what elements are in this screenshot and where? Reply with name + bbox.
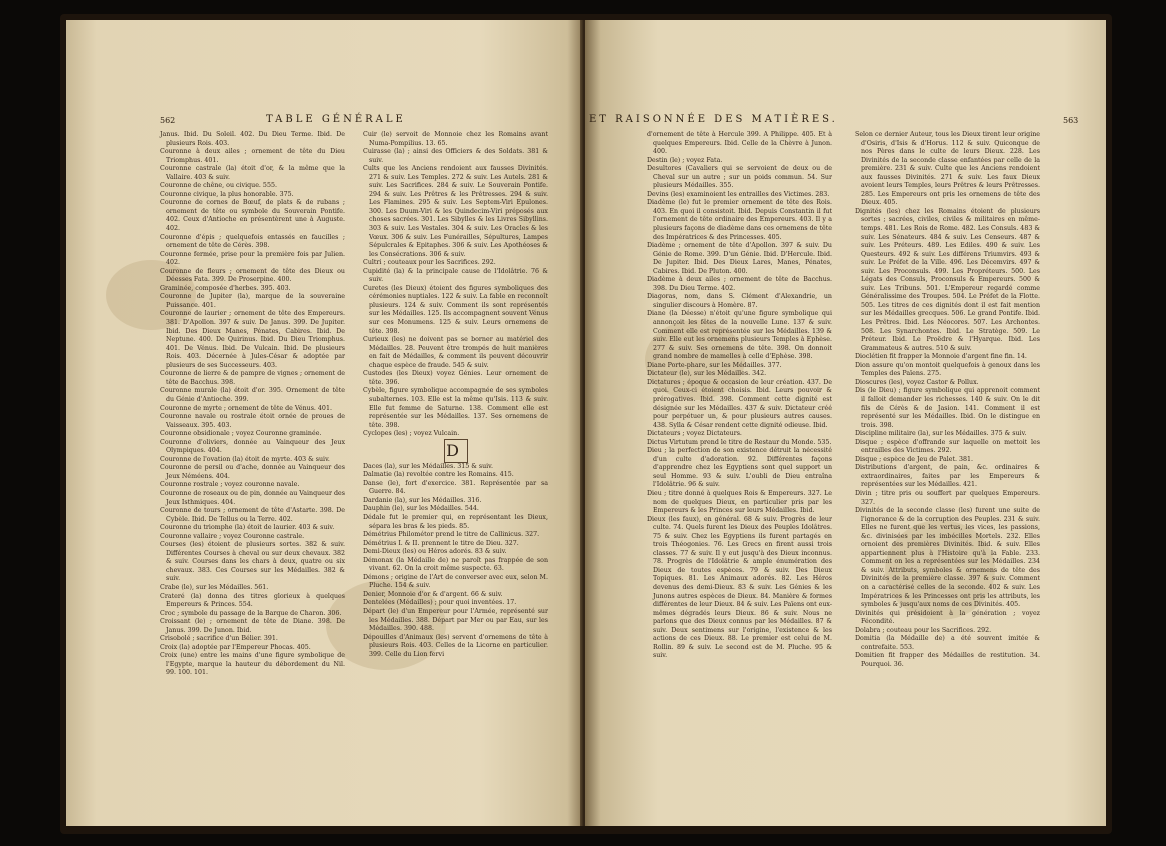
- index-entry: Démons ; origine de l'Art de converser avec eux, selon M. Pluche. 154 & suiv.: [363, 573, 548, 590]
- index-entry: Dalmatie (la) revoltée contre les Romains. 415.: [363, 471, 514, 479]
- index-entry: Couronne à deux ailes ; ornement de tête du Dieu Triomphus. 401.: [160, 148, 345, 164]
- index-entry: Croc ; symbole du passage de la Barque de Charon. 306.: [160, 609, 342, 617]
- index-entry: Cultri ; couteaux pour les Sacrifices. 292.: [363, 259, 496, 267]
- open-book: [60, 14, 1112, 834]
- index-entry: Janus. Ibid. Du Soleil. 402. Du Dieu Terme. Ibid. De plusieurs Rois. 403.: [160, 131, 345, 147]
- index-entry: Couronne vallaire ; voyez Couronne castrale.: [160, 532, 305, 540]
- index-entry: Dis (le Dieu) ; figure symbolique qui apprenoit comment il falloit demander les richesses. 140 & suiv. On le dit fils de Cérès & de Jasion. 141. Comment il est représenté sur les Médailles. Ibid. On le distingue en trois. 398.: [855, 387, 1040, 429]
- index-entry: Disque ; espèce de Jeu de Palet. 381.: [855, 455, 974, 463]
- index-entry: Couronne castrale (la) étoit d'or, & la même que la Vallaire. 403 & suiv.: [160, 165, 345, 181]
- index-entry: Desultores (Cavaliers qui se servoient de deux ou de Cheval sur un autre ; sur un poids commun. 54. Sur plusieurs Médailles. 355.: [647, 165, 832, 190]
- index-entry: Dictatures ; époque & occasion de leur création. 437. De quoi. Ceux-ci étoient choisis. Ibid. Leurs pouvoir & prérogatives. Ibid. 398. Comment cette dignité est désignée sur les Médailles. 437 & suiv. Dictateur créé pour perpétuer un, & pour plusieurs autres causes. 438. Sylla & César rendent cette dignité odieuse. Ibid.: [647, 378, 832, 429]
- index-entry: Custodes (les Dieux) voyez Génies. Leur ornement de tête. 396.: [363, 370, 548, 386]
- index-column: [647, 131, 832, 661]
- index-entry: Curieux (les) ne doivent pas se borner au matériel des Médailles. 28. Peuvent être trompés de huit manières en fait de Médailles, & comment ils peuvent découvrir chaque espèce de fraude. 545 & suiv.: [363, 336, 548, 369]
- index-entry: Croissant (le) ; ornement de tête de Diane. 398. De Janus. 399. De Junon. Ibid.: [160, 618, 345, 634]
- index-entry: Dictus Virtutum prend le titre de Restaur du Monde. 535.: [647, 438, 832, 446]
- index-entry: Graminée, composée d'herbes. 395. 403.: [160, 284, 291, 292]
- index-entry: Croix (une) entre les mains d'une figure symbolique de l'Egypte, marque la hauteur du débordement du Nil. 99. 100. 101.: [160, 652, 345, 677]
- index-entry: Diadème ; ornement de tête d'Apollon. 397 & suiv. Du Génie de Rome. 399. D'un Génie. Ibid. D'Hercule. Ibid. De Jupiter. Ibid. Des Dieux Lares, Manes, Pénates, Cabires. Ibid. De Pluton. 400.: [647, 242, 832, 275]
- index-entry: Daces (la), sur les Médailles. 315 & suiv.: [363, 462, 493, 470]
- index-entry: Couronne obsidionale ; voyez Couronne graminée.: [160, 430, 322, 438]
- index-entry: Diadème à deux ailes ; ornement de tête de Bacchus. 398. Du Dieu Terme. 402.: [647, 276, 832, 292]
- index-entry: Couronne de l'ovation (la) étoit de myrte. 403 & suiv.: [160, 455, 330, 463]
- index-entry: Couronne navale ou rostrale étoit ornée de proues de Vaisseaux. 395. 403.: [160, 413, 345, 429]
- index-entry: Dictateurs ; voyez Dictateurs.: [647, 430, 742, 438]
- index-entry: Cults que les Anciens rendoient aux fausses Divinités. 271 & suiv. Les Temples. 272 & suiv. Les Autels. 281 & suiv. Les Sacrifices. 284 & suiv. Le Souverain Pontife. 294 & suiv. Les Prêtres & les Prêtresses. 294 & suiv. Les Flamines. 295 & suiv. Les Septem-Viri Epulones. 300. Les Duum-Viri & les Quindecim-Viri préposés aux choses sacrées. 301. Les Sibylles & les Livres Sibyllins. 303 & suiv. Les Vestales. 304 & suiv. Les Oracles & les Vœux. 306 & suiv. Les Funérailles, Sépultures, Lampes Sépulcrales & Epitaphes. 306 & suiv. Les Apothéoses & les Consécrations. 306 & suiv.: [363, 165, 548, 258]
- index-entry: Couronne fermée, prise pour la première fois par Julien. 402.: [160, 250, 345, 267]
- index-entry: Couronne de laurier ; ornement de tête des Empereurs. 381. D'Apollon. 397 & suiv. De Janus. 399. De Jupiter. Ibid. Des Dieux Manes, Pénates, Cabires. Ibid. De Neptune. 400. De Quirinus. Ibid. Du Dieu Triomphus. 401. De Vénus. Ibid. De Vulcain. Ibid. De plusieurs Rois. 403. Décernée à Jules-César & adoptée par plusieurs de ses Successeurs. 403.: [160, 310, 345, 369]
- index-entry: Dentelées (Médailles) ; pour quoi inventées. 17.: [363, 599, 517, 607]
- index-entry: Dioscures (les), voyez Castor & Pollux.: [855, 378, 979, 386]
- running-head: ET RAISONNÉE DES MATIÈRES.: [589, 114, 838, 125]
- index-entry: Couronne d'épis ; quelquefois entassés en faucilles ; ornement de tête de Cérès. 398.: [160, 233, 345, 250]
- index-entry: Divinités qui présidoient à la génération ; voyez Fécondité.: [855, 609, 1040, 626]
- index-entry: Cuir (le) servoit de Monnoie chez les Romains avant Numa-Pompilius. 13. 65.: [363, 131, 548, 147]
- index-entry: Dépouilles d'Animaux (les) servent d'ornemens de tête à plusieurs Rois. 403. Celles de la Licorne en particulier. 399. Celle du Lion fervi: [363, 633, 548, 658]
- index-entry: Discipline militaire (la), sur les Médailles. 375 & suiv.: [855, 430, 1027, 438]
- index-entry: Couronne de tours ; ornement de tête d'Astarte. 398. De Cybèle. Ibid. De Tellus ou la Terre. 402.: [160, 507, 345, 523]
- index-entry: Couronne de persil ou d'ache, donnée au Vainqueur des Jeux Néméens. 404.: [160, 464, 345, 480]
- index-entry: Devins (les) examinoient les entrailles des Victimes. 283.: [647, 190, 830, 198]
- index-entry: Dédale fut le premier qui, en représentant les Dieux, sépara les bras & les pieds. 85.: [363, 513, 548, 530]
- index-entry: Divin ; titre pris ou souffert par quelques Empereurs. 327.: [855, 489, 1040, 506]
- index-entry: Dictateur (le), sur les Médailles. 342.: [647, 370, 767, 378]
- index-column: [855, 131, 1040, 669]
- right-page: [585, 20, 1106, 826]
- index-entry: Diadème (le) fut le premier ornement de tête des Rois. 403. En quoi il consistoit. Ibid. Depuis Constantin il fut l'ornement de tête ordinaire des Empereurs. 403. Il y a plusieurs façons de diadème dans ces ornemens de tête des Impératrices & des Princesses. 405.: [647, 199, 832, 241]
- section-letter-box: D: [444, 439, 468, 463]
- index-entry: Démétrius Philométor prend le titre de Callinicus. 327.: [363, 531, 540, 539]
- page-number: 563: [1063, 116, 1079, 125]
- index-entry: Dieu ; la perfection de son existence détruit la nécessité d'un culte d'adoration. 92. Différentes façons d'apprendre chez les Egyptiens sont quel support un seul Homme. 93 & suiv. L'oubli de Dieu entraîna l'Idolâtrie. 96 & suiv.: [647, 447, 832, 489]
- index-entry: Démonax (la Médaille de) ne paroît pas frappée de son vivant. 62. On la croit même suspecte. 63.: [363, 556, 548, 573]
- index-entry: Couronne murale (la) étoit d'or. 395. Ornement de tête du Génie d'Antioche. 399.: [160, 387, 345, 403]
- running-head: TABLE GÉNÉRALE: [266, 114, 406, 125]
- index-entry: Dolabra ; couteau pour les Sacrifices. 292.: [855, 626, 992, 634]
- index-entry: Domitien fit frapper des Médailles de restitution. 34. Pourquoi. 36.: [855, 652, 1040, 668]
- index-entry: Cybèle, figure symbolique accompagnée de ses symboles subalternes. 103. Elle est la même qu'Isis. 113 & suiv. Elle fut femme de Saturne. 138. Comment elle est représentée sur les Médailles. 137. Ses ornemens de tête. 398.: [363, 387, 548, 429]
- index-entry: Couronne de cornes de Bœuf, de plats & de rubans ; ornement de tête ou symbole du Souverain Pontife. 402. Ceux d'Antioche en présentèrent une à Auguste. 402.: [160, 199, 345, 233]
- index-entry: Couronne de fleurs ; ornement de tête des Dieux ou Déesses Fata. 399. De Proserpine. 400.: [160, 267, 345, 284]
- index-entry: Selon ce dernier Auteur, tous les Dieux tirent leur origine d'Osiris, d'Isis & d'Horus. 112 & suiv. Quiconque de nos Pères dans le culte de leurs Dieux. 228. Les Divinités de la seconde classe enfantées par celle de la première. 231 & suiv. Culte que les Anciens rendoient aux fausses Divinités. 271 & suiv. Les faux Dieux avoient leurs Temples, leurs Prêtres & leurs Prêtresses. 285. Les Empereurs ont pris les ornemens de tête des Dieux. 405.: [855, 131, 1040, 207]
- index-entry: Diane Porte-phare, sur les Médailles. 377.: [647, 361, 782, 369]
- index-entry: Destin (le) ; voyez Fata.: [647, 156, 723, 164]
- index-entry: Crateré (la) donna des titres glorieux à quelques Empereurs & Princes. 554.: [160, 592, 345, 609]
- page-number: 562: [160, 116, 176, 125]
- index-entry: Crabe (le), sur les Médailles. 561.: [160, 583, 269, 591]
- index-entry: Dioclétien fit frapper la Monnoie d'argent fine fin. 14.: [855, 353, 1027, 361]
- index-entry: Couronne d'oliviers, donnée au Vainqueur des Jeux Olympiques. 404.: [160, 438, 345, 455]
- index-entry: Cuirasse (la) ; ainsi des Officiers & des Soldats. 381 & suiv.: [363, 148, 548, 164]
- index-entry: Couronne de Jupiter (la), marque de la souveraine Puissance. 401.: [160, 293, 345, 309]
- index-entry: Cupidité (la) & la principale cause de l'Idolâtrie. 76 & suiv.: [363, 267, 548, 284]
- index-entry: Couronne de chêne, ou civique. 555.: [160, 182, 277, 190]
- index-entry: Domitia (la Médaille de) a été souvent imitée & contrefaite. 553.: [855, 635, 1040, 651]
- index-column: [160, 131, 345, 678]
- index-entry: Démétrius I. & II. prennent le titre de Dieu. 327.: [363, 539, 519, 547]
- index-column: [363, 131, 548, 659]
- index-entry: Divinités de la seconde classe (les) furent une suite de l'ignorance & de la corruption des Peuples. 231 & suiv. Elles ne furent que les vertus, les vices, les passions, &c. divinisées par les imbécilles Mortels. 232. Elles ornoient des premières Divinités. Ibid. & suiv. Elles appartiennent plus à l'Histoire qu'à la Fable. 233. Comment on les a représentées sur les Médailles. 234 & suiv. Attributs, symboles & ornemens de tête des Divinités de la première classe. 397 & suiv. Comment on a caractérisé celles de la seconde. 402 & suiv. Les Impératrices & les Princesses ont pris les attributs, les symboles & jusqu'aux noms de ces Divinités. 405.: [855, 507, 1040, 609]
- left-page: [66, 20, 583, 826]
- section-letter: [363, 439, 548, 463]
- index-entry: Dieu ; titre donné à quelques Rois & Empereurs. 327. Le nom de quelques Dieux, en particulier pris par les Empereurs & les Princes sur leurs Médailles. Ibid.: [647, 489, 832, 515]
- index-entry: Denier, Monnoie d'or & d'argent. 66 & suiv.: [363, 590, 503, 598]
- index-entry: Croix (la) adoptée par l'Empereur Phocas. 405.: [160, 643, 311, 651]
- index-entry: Distributions d'argent, de pain, &c. ordinaires & extraordinaires, faites par les Empereurs & représentées sur les Médailles. 421.: [855, 464, 1040, 489]
- index-entry: Couronne civique, la plus honorable. 375.: [160, 190, 294, 198]
- index-entry: Crisobolé ; sacrifice d'un Bélier. 391.: [160, 635, 278, 643]
- index-entry: Danse (le), fort d'exercice. 381. Représentée par sa Guerre. 84.: [363, 479, 548, 496]
- index-entry: d'ornement de tête à Hercule 399. A Philippe. 405. Et à quelques Empereurs. Ibid. Celle de la Chèvre à Junon. 400.: [647, 131, 832, 156]
- index-entry: Disque ; espèce d'offrande sur laquelle on mettoit les entrailles des Victimes. 292.: [855, 438, 1040, 455]
- index-entry: Départ (le) d'un Empereur pour l'Armée, représenté sur les Médailles. 388. Départ par Mer ou par Eau, sur les Médailles. 390. 488.: [363, 607, 548, 633]
- index-entry: Courses (les) étoient de plusieurs sortes. 382 & suiv. Différentes Courses à cheval ou sur deux chevaux. 382 & suiv. Courses dans les chars à deux, quatre ou six chevaux. 383. Ces Courses sur les Médailles. 382 & suiv.: [160, 541, 345, 583]
- index-entry: Cyclopes (les) ; voyez Vulcain.: [363, 430, 460, 438]
- index-entry: Diane (la Déesse) n'étoit qu'une figure symbolique qui annonçoit les fêtes de la nouvelle Lune. 137 & suiv. Comment elle est représentée sur les Médailles. 139 & suiv. Elle eut les ornemens plusieurs Temples à Ephèse. 277 & suiv. Ses ornemens de tête. 398. On donnoit grand nombre de mamelles à celle d'Ephèse. 398.: [647, 310, 832, 361]
- index-entry: Dion assure qu'on montoit quelquefois à genoux dans les Temples des Païens. 275.: [855, 361, 1040, 378]
- index-entry: Couronne de myrte ; ornement de tête de Vénus. 401.: [160, 404, 332, 412]
- index-entry: Dieux (les faux), en général. 68 & suiv. Progrès de leur culte. 74. Quels furent les Dieux des Peuples Idolâtres. 75 & suiv. Chez les Egyptiens ils furent partagés en trois Théogonies. 76. Les Grecs en firent aussi trois classes. 77 & suiv. Il y eut jusqu'à des Dieux inconnus. 78. Progrès de l'Idolâtrie & ample énumération des Dieux de toutes espèces. 79 & suiv. Des Dieux Topiques. 81. Les Animaux adorés. 82. Les Héros devenus des demi-Dieux. 83 & suiv. Les Génies & les Junons autres espèces de Dieux. 84. Manière & formes différentes de leur Dieux. 84 & suiv. Les Païens ont eux-mêmes dégradés leurs Dieux. 86 & suiv. Nous ne parlons que des Dieux connus par les Médailles. 87 & suiv. Deux sentimens sur l'origine, l'existence & les actions de ces Dieux. 88. Le premier est celui de M. Rollin. 89 & suiv. Le second est de M. Pluche. 95 & suiv.: [647, 515, 832, 660]
- index-entry: Couronne du triomphe (la) étoit de laurier. 403 & suiv.: [160, 524, 335, 532]
- index-entry: Diagoras, nom, dans S. Clément d'Alexandrie, un singulier discours à Homère. 87.: [647, 293, 832, 309]
- index-entry: Dauphin (le), sur les Médailles. 544.: [363, 505, 479, 513]
- index-entry: Dardanie (la), sur les Médailles. 316.: [363, 496, 482, 504]
- index-entry: Couronne rostrale ; voyez couronne navale.: [160, 481, 300, 489]
- index-entry: Curetes (les Dieux) étoient des figures symboliques des cérémonies nuptiales. 122 & suiv. La fable en reconnoît plusieurs. 124 & suiv. Comment ils sont représentés sur les Médailles. 125. Ils accompagnent souvent Vénus sur ces Monumens. 125 & suiv. Leurs ornemens de tête. 398.: [363, 284, 548, 335]
- index-entry: Couronne de roseaux ou de pin, donnée au Vainqueur des Jeux Isthmiques. 404.: [160, 489, 345, 506]
- index-entry: Couronne de lierre & de pampre de vignes ; ornement de tête de Bacchus. 398.: [160, 370, 345, 386]
- index-entry: Dignités (les) chez les Romains étoient de plusieurs sortes ; sacrées, civiles, civiles & militaires en même-temps. 481. Les Rois de Rome. 482. Les Consuls. 483 & suiv. Les Sénateurs. 484 & suiv. Les Censeurs. 487 & suiv. Les Préteurs. 489. Les Ediles. 490 & suiv. Les Questeurs. 492 & suiv. Les différens Triumvirs. 493 & suiv. Le Préfet de la Ville. 496. Les Décemvirs. 497 & suiv. Les Proconsuls. 499. Les Propréteurs. 500. Les Légats des Consuls, Proconsuls & Empereurs. 500 & suiv. Les Tribuns. 501. L'Empereur regardé comme Généralissime des Troupes. 504. Le Préfet de la Flotte. 505. Les titres de ces dignités dont il est fait mention sur les Médailles grecques. 506. Le grand Pontife. Ibid. Les Prêtres. Ibid. Les Néocores. 507. Les Archontes. 508. Les Synarchontes. Ibid. Le Stratège. 509. Le Préteur. Ibid. Le Proëdre & l'Hyarque. Ibid. Les Grammateus & autres. 510 & suiv.: [855, 207, 1040, 352]
- index-entry: Demi-Dieux (les) ou Héros adorés. 83 & suiv.: [363, 548, 507, 556]
